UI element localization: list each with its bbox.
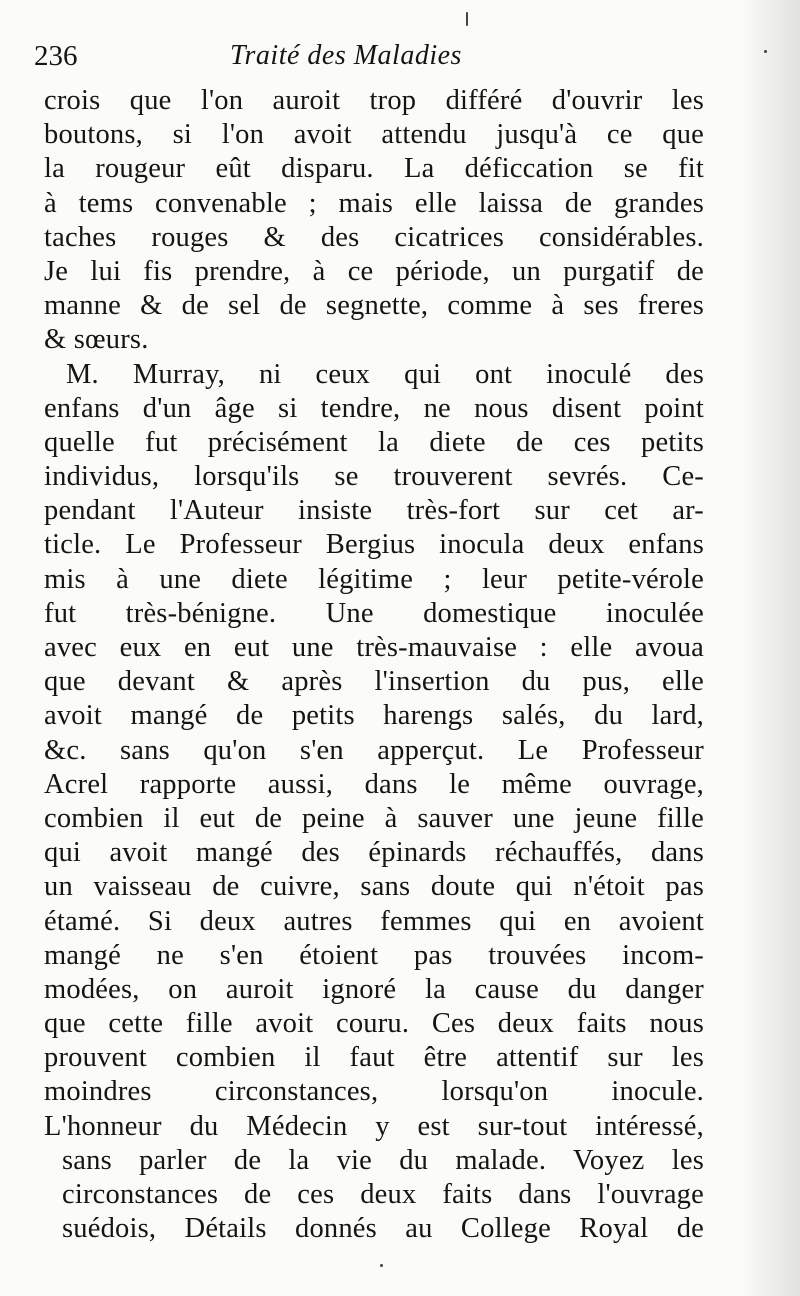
text-line: manne & de sel de segnette, comme à ses freres <box>44 290 704 322</box>
text-line: combien il eut de peine à sauver une jeune fille <box>44 802 704 834</box>
text-line: taches rouges & des cicatrices considérables. <box>44 221 704 253</box>
text-line: sans parler de la vie du malade. Voyez les <box>62 1144 704 1176</box>
text-line: quelle fut précisément la diete de ces petits <box>44 426 704 458</box>
text-line: étamé. Si deux autres femmes qui en avoient <box>44 905 704 937</box>
ink-speck <box>466 12 468 26</box>
text-line: boutons, si l'on avoit attendu jusqu'à ce que <box>44 119 704 151</box>
running-title: Traité des Maladies <box>230 40 462 71</box>
page-edge-shadow <box>740 0 800 1296</box>
text-line: mangé ne s'en étoient pas trouvées incom- <box>44 939 704 971</box>
text-line: que devant & après l'insertion du pus, elle <box>44 666 704 698</box>
text-line: avoit mangé de petits harengs salés, du lard, <box>44 700 704 732</box>
text-line: suédois, Détails donnés au College Royal de <box>62 1213 704 1245</box>
text-line: que cette fille avoit couru. Ces deux faits nous <box>44 1008 704 1040</box>
ink-speck <box>764 50 767 53</box>
text-line: modées, on auroit ignoré la cause du danger <box>44 973 704 1005</box>
page-header <box>34 40 754 84</box>
page-number: 236 <box>34 40 78 72</box>
text-line: circonstances de ces deux faits dans l'ouvrage <box>62 1179 704 1210</box>
text-line: la rougeur eût disparu. La déficcation se fit <box>44 153 704 185</box>
text-line: prouvent combien il faut être attentif sur les <box>44 1042 704 1074</box>
text-line: moindres circonstances, lorsqu'on inocule. <box>44 1076 704 1108</box>
text-line: qui avoit mangé des épinards réchauffés, dans <box>44 837 704 869</box>
text-line: enfans d'un âge si tendre, ne nous disent point <box>44 392 704 424</box>
text-line: Acrel rapporte aussi, dans le même ouvrage, <box>44 768 704 800</box>
text-line: avec eux en eut une très-mauvaise : elle avoua <box>44 632 704 663</box>
text-line: mis à une diete légitime ; leur petite-vérole <box>44 563 704 595</box>
text-line: &c. sans qu'on s'en apperçut. Le Professeur <box>44 734 704 766</box>
body-text <box>44 84 704 1246</box>
text-line: crois que l'on auroit trop différé d'ouvrir les <box>44 85 704 116</box>
paragraph-start-line: M. Murray, ni ceux qui ont inoculé des <box>66 358 704 390</box>
text-line: ticle. Le Professeur Bergius inocula deux enfans <box>44 529 704 561</box>
text-line: & sœurs. <box>44 324 149 356</box>
ink-speck <box>380 1264 383 1267</box>
text-line: Je lui fis prendre, à ce période, un purgatif de <box>44 255 704 287</box>
text-line: un vaisseau de cuivre, sans doute qui n'étoit pas <box>44 871 704 903</box>
text-line: L'honneur du Médecin y est sur-tout intéressé, <box>44 1110 704 1142</box>
text-line: individus, lorsqu'ils se trouverent sevrés. Ce- <box>44 461 704 493</box>
text-line: à tems convenable ; mais elle laissa de grandes <box>44 187 704 219</box>
text-line: fut très-bénigne. Une domestique inoculée <box>44 597 704 629</box>
text-line: pendant l'Auteur insiste très-fort sur cet ar- <box>44 495 704 527</box>
